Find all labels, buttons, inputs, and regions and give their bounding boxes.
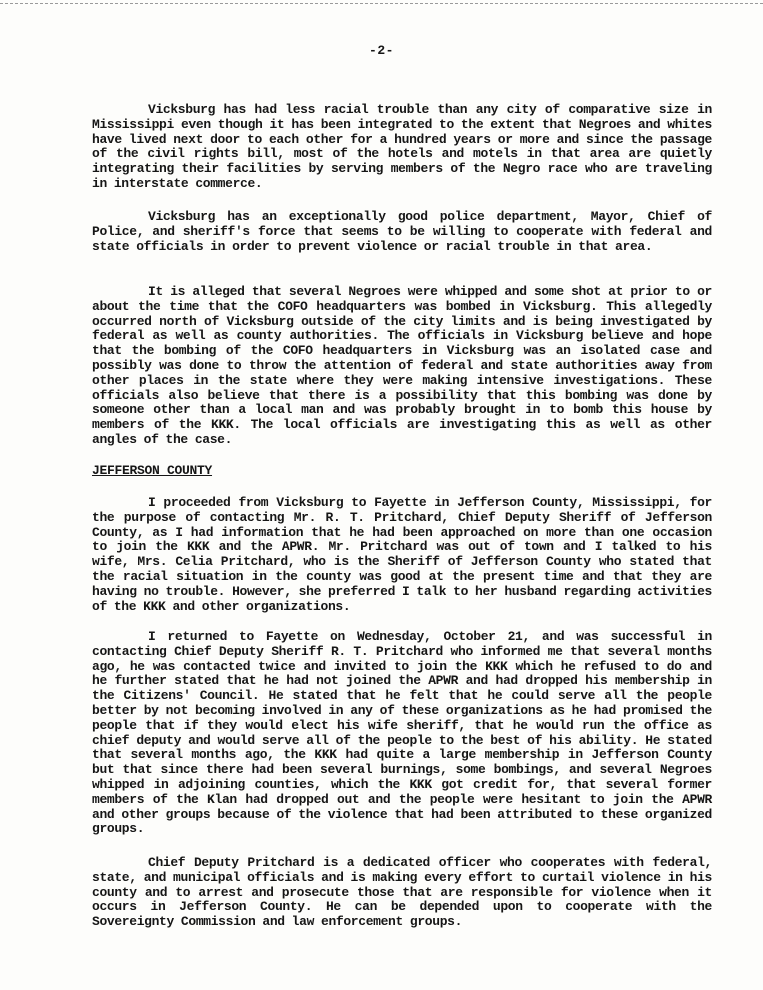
page-number: -2-: [369, 43, 394, 58]
paragraph-cofo-bombing: It is alleged that several Negroes were whipped and some shot at prior to or about the time that the COFO headquarters was bombed in Vicksburg. This allegedly occurred north of Vicksburg outside of the city limits and is being investigated by federal as well as county authorities. The officials in Vicksburg believe and hope that the bombing of the COFO headquarters in Vicksburg was an isolated case and possibly was done to throw the attention of federal and state authorities away from other places in the state where they were making intensive investigations. These officials also believe that there is a possibility that this bombing was done by someone other than a local man and was probably brought in to bomb this house by members of the KKK. The local officials are investigating this as well as other angles of the case.: [92, 284, 712, 447]
paragraph-pritchard-assessment: Chief Deputy Pritchard is a dedicated officer who cooperates with federal, state, and municipal officials and is making every effort to curtail violence in his county and to arrest and prosecute those that are responsible for violence when it occurs in Jefferson County. He can be depended upon to cooperate with the Sovereignty Commission and law enforcement groups.: [92, 855, 712, 930]
paragraph-vicksburg-racial: Vicksburg has had less racial trouble than any city of comparative size in Mississippi even though it has been integrated to the extent that Negroes and whites have lived next door to each other for a hundred years or more and since the passage of the civil rights bill, most of the hotels and motels in that area are quietly integrating their facilities by serving members of the Negro race who are traveling in interstate commerce.: [92, 102, 712, 191]
paragraph-pritchard-interview: I returned to Fayette on Wednesday, October 21, and was successful in contacting Chief Deputy Sheriff R. T. Pritchard who informed me that several months ago, he was contacted twice and invited to join the KKK which he refused to do and he further stated that he had not joined the APWR and had dropped his membership in the Citizens' Council. He stated that he felt that he could serve all the people better by not becoming involved in any of these organizations as he had promised the people that if they would elect his wife sheriff, that he would run the office as chief deputy and would serve all of the people to the best of his ability. He stated that several months ago, the KKK had quite a large membership in Jefferson County but that since there had been several burnings, some bombings, and several Negroes whipped in adjoining counties, which the KKK got credit for, that several former members of the Klan had dropped out and the people were hesitant to join the APWR and other groups because of the violence that had been attributed to these organized groups.: [92, 629, 712, 837]
section-heading-jefferson-county: JEFFERSON COUNTY: [92, 463, 213, 478]
paragraph-fayette-visit: I proceeded from Vicksburg to Fayette in Jefferson County, Mississippi, for the purpose of contacting Mr. R. T. Pritchard, Chief Deputy Sheriff of Jefferson County, as I had information that he had been approached on more than one occasion to join the KKK and the APWR. Mr. Pritchard was out of town and I talked to his wife, Mrs. Celia Pritchard, who is the Sheriff of Jefferson County who stated that the racial situation in the county was good at the present time and that they are having no trouble. However, she preferred I talk to her husband regarding activities of the KKK and other organizations.: [92, 495, 712, 614]
page-top-edge: [0, 3, 763, 4]
paragraph-vicksburg-police: Vicksburg has an exceptionally good police department, Mayor, Chief of Police, and sheriff's force that seems to be willing to cooperate with federal and state officials in order to prevent violence or racial trouble in that area.: [92, 209, 712, 254]
